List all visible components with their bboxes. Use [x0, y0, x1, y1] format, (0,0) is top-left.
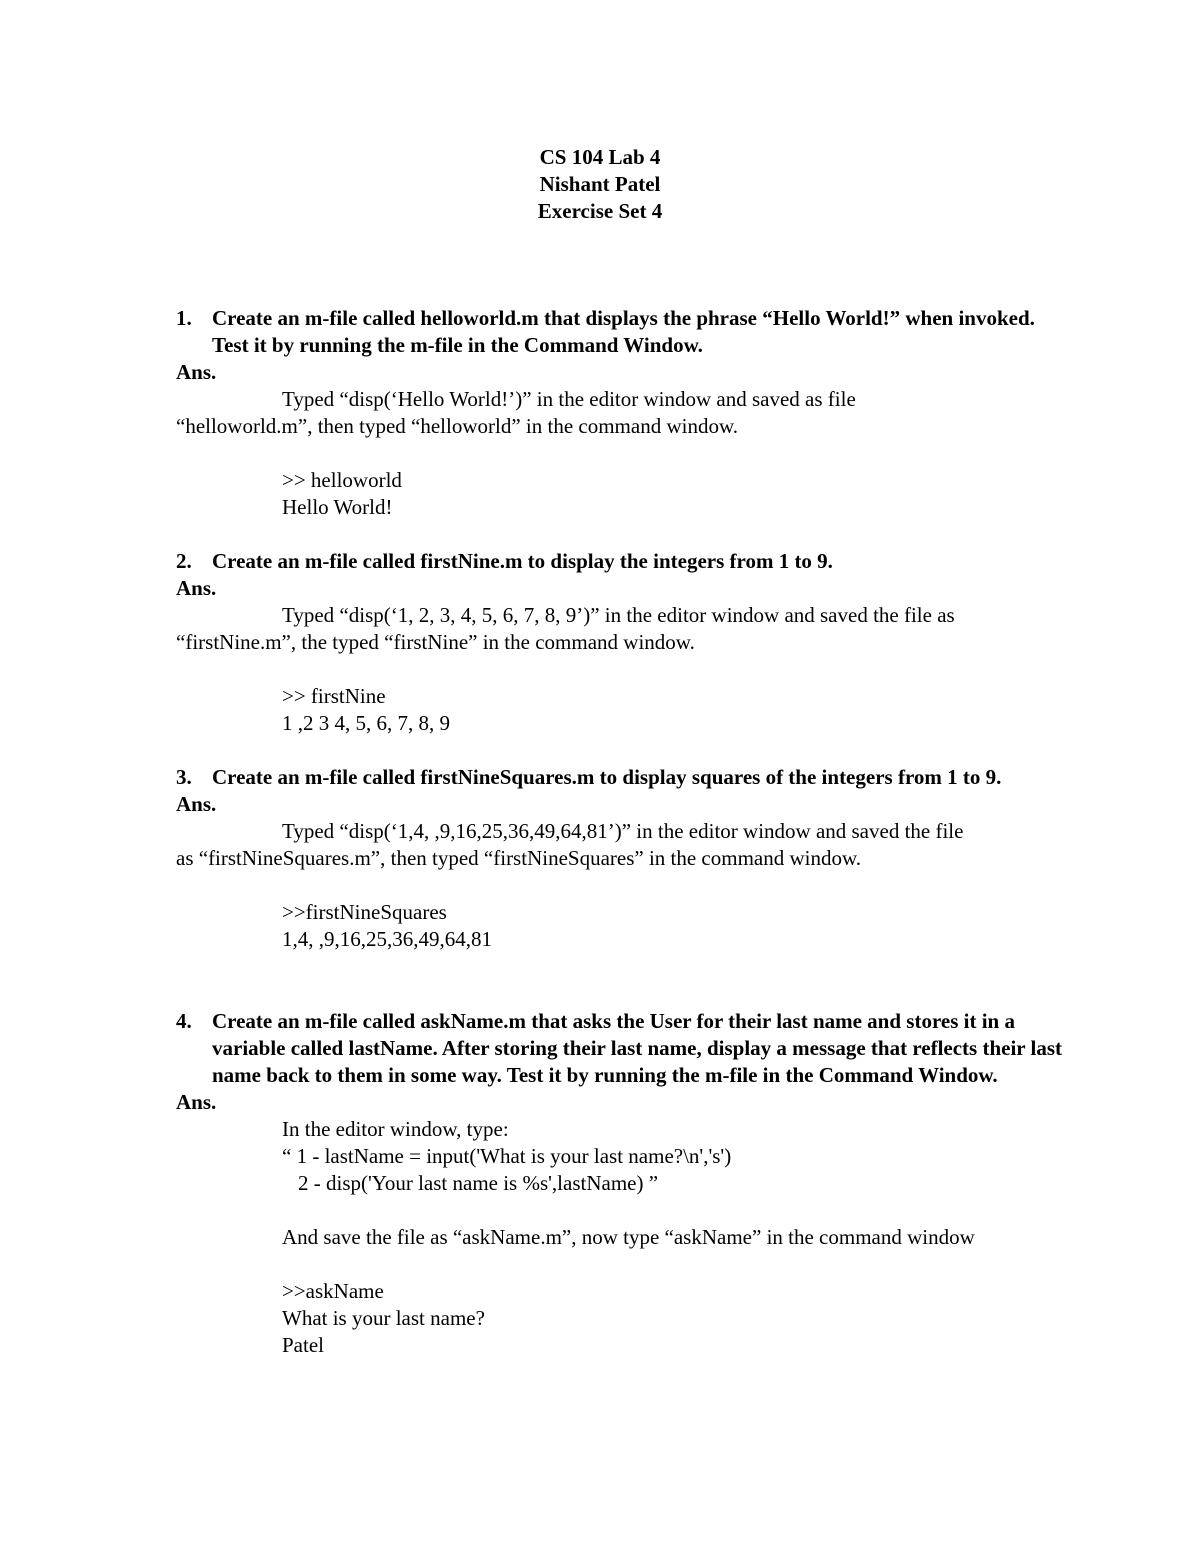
- question-2: [176, 548, 1066, 737]
- code-listing-line-2: 2 - disp('Your last name is %s',lastName) ”: [298, 1171, 659, 1195]
- question-4: [176, 1008, 1066, 1359]
- answer-label: Ans.: [176, 360, 217, 384]
- command-output: 1,4, ,9,16,25,36,49,64,81: [282, 927, 492, 951]
- command-output: Hello World!: [282, 495, 393, 519]
- answer-label: Ans.: [176, 792, 217, 816]
- command-line: >> firstNine: [282, 684, 386, 708]
- course-title: CS 104 Lab 4: [539, 145, 661, 169]
- answer-text-line: Typed “disp(‘Hello World!’)” in the editor window and saved as file: [282, 387, 856, 411]
- document-header: [0, 144, 1200, 225]
- command-output: 1 ,2 3 4, 5, 6, 7, 8, 9: [282, 711, 450, 735]
- question-prompt: [176, 1008, 1066, 1089]
- question-number: 2.: [176, 549, 192, 573]
- command-line: >>askName: [282, 1279, 384, 1303]
- question-1: [176, 305, 1066, 521]
- answer-text-line: Typed “disp(‘1, 2, 3, 4, 5, 6, 7, 8, 9’)” in the editor window and saved the file as: [282, 603, 955, 627]
- question-prompt: [176, 548, 1066, 575]
- question-prompt: [176, 764, 1066, 791]
- question-number: 1.: [176, 306, 192, 330]
- answer-text-line: “helloworld.m”, then typed “helloworld” in the command window.: [176, 414, 738, 438]
- question-number: 3.: [176, 765, 192, 789]
- command-output: Patel: [282, 1333, 324, 1357]
- author-name: Nishant Patel: [539, 172, 661, 196]
- answer-text-line: “firstNine.m”, the typed “firstNine” in the command window.: [176, 630, 695, 654]
- question-text: Create an m-file called helloworld.m that displays the phrase “Hello World!” when invoked. Test it by running the m-file in the Command Window.: [212, 306, 1035, 357]
- question-text: Create an m-file called askName.m that asks the User for their last name and stores it in a variable called lastName. After storing their last name, display a message that reflects their last name back to them in some way. Test it by running the m-file in the Command Window.: [212, 1009, 1062, 1087]
- answer-text-line: as “firstNineSquares.m”, then typed “firstNineSquares” in the command window.: [176, 846, 862, 870]
- question-text: Create an m-file called firstNineSquares.m to display squares of the integers from 1 to 9.: [212, 765, 1002, 789]
- answer-text-line: Typed “disp(‘1,4, ,9,16,25,36,49,64,81’)” in the editor window and saved the file: [282, 819, 964, 843]
- question-prompt: [176, 305, 1066, 359]
- command-line: >>firstNineSquares: [282, 900, 447, 924]
- command-output: What is your last name?: [282, 1306, 485, 1330]
- answer-text-line: In the editor window, type:: [282, 1117, 509, 1141]
- question-3: [176, 764, 1066, 953]
- exercise-set-title: Exercise Set 4: [537, 199, 663, 223]
- answer-text-line: And save the file as “askName.m”, now type “askName” in the command window: [282, 1225, 975, 1249]
- answer-label: Ans.: [176, 1090, 217, 1114]
- answer-label: Ans.: [176, 576, 217, 600]
- question-text: Create an m-file called firstNine.m to display the integers from 1 to 9.: [212, 549, 833, 573]
- command-line: >> helloworld: [282, 468, 402, 492]
- code-listing-line-1: “ 1 - lastName = input('What is your last name?\n','s'): [282, 1144, 732, 1168]
- question-number: 4.: [176, 1009, 192, 1033]
